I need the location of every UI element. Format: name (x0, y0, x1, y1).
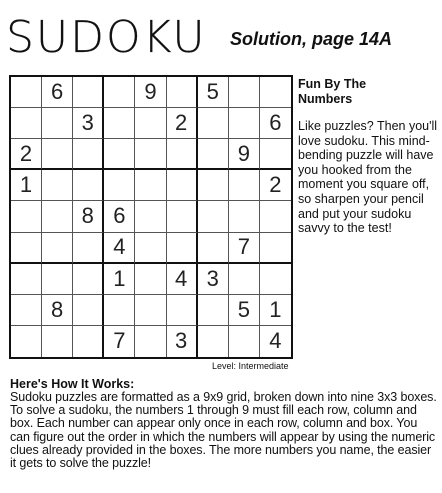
empty-cell[interactable] (135, 139, 166, 170)
sidebar (298, 77, 438, 236)
given-cell: 1 (104, 264, 135, 295)
given-cell: 9 (229, 139, 260, 170)
how-it-works-body: Sudoku puzzles are formatted as a 9x9 grid, broken down into nine 3x3 boxes. To solve a sudoku, the numbers 1 through 9 must fill each row, column and box. Each number can appear only once in each row, column and box. You can figure out the order in which the numbers will appear by using the numeric clues already provided in the boxes. The more numbers you name, the easier it gets to solve the puzzle! (10, 390, 437, 471)
given-cell: 7 (229, 233, 260, 264)
empty-cell[interactable] (42, 139, 73, 170)
empty-cell[interactable] (198, 139, 229, 170)
how-it-works (10, 377, 438, 470)
empty-cell[interactable] (260, 264, 291, 295)
sudoku-logo: SUDOKU (6, 12, 207, 63)
how-it-works-title: Here's How It Works: (10, 377, 135, 391)
empty-cell[interactable] (104, 139, 135, 170)
empty-cell[interactable] (11, 77, 42, 108)
given-cell: 4 (269, 328, 282, 354)
empty-cell[interactable] (11, 233, 42, 264)
empty-cell[interactable] (104, 108, 135, 139)
sidebar-title-line1: Fun By The (298, 77, 367, 91)
empty-cell[interactable] (11, 201, 42, 232)
given-cell: 8 (42, 295, 73, 326)
given-cell: 1 (260, 295, 291, 326)
empty-cell[interactable] (135, 233, 166, 264)
sidebar-body: Like puzzles? Then you'll love sudoku. This mind-bending puzzle will have you hooked from the moment you square off, so sharpen your pencil and put your sudoku savvy to the test! (298, 119, 438, 236)
empty-cell[interactable] (42, 201, 73, 232)
empty-cell[interactable] (135, 326, 166, 357)
empty-cell[interactable] (73, 326, 104, 357)
empty-cell[interactable] (42, 170, 73, 201)
empty-cell[interactable] (229, 326, 260, 357)
given-cell: 5 (198, 77, 229, 108)
empty-cell[interactable] (260, 139, 291, 170)
empty-cell[interactable] (167, 170, 198, 201)
given-cell: 6 (104, 201, 135, 232)
given-cell: 4 (167, 264, 198, 295)
empty-cell[interactable] (229, 264, 260, 295)
empty-cell[interactable] (135, 201, 166, 232)
empty-cell[interactable] (260, 233, 291, 264)
given-cell: 3 (167, 326, 198, 357)
empty-cell[interactable] (42, 264, 73, 295)
empty-cell[interactable] (167, 139, 198, 170)
empty-cell[interactable] (42, 326, 73, 357)
empty-cell[interactable] (135, 264, 166, 295)
given-cell: 6 (42, 77, 73, 108)
empty-cell[interactable] (229, 170, 260, 201)
empty-cell[interactable] (135, 108, 166, 139)
given-cell: 9 (135, 77, 166, 108)
empty-cell[interactable] (167, 233, 198, 264)
empty-cell[interactable] (135, 295, 166, 326)
given-cell: 1 (11, 170, 42, 201)
empty-cell[interactable] (11, 108, 42, 139)
empty-cell[interactable] (260, 77, 291, 108)
given-cell: 4 (104, 233, 135, 264)
empty-cell[interactable] (167, 201, 198, 232)
empty-cell[interactable] (104, 77, 135, 108)
given-cell: 7 (104, 326, 135, 357)
empty-cell[interactable] (198, 170, 229, 201)
given-cell: 2 (260, 170, 291, 201)
given-cell: 2 (167, 108, 198, 139)
empty-cell[interactable] (73, 233, 104, 264)
sudoku-grid (9, 75, 293, 359)
empty-cell[interactable] (198, 326, 229, 357)
empty-cell[interactable] (198, 201, 229, 232)
empty-cell[interactable] (11, 295, 42, 326)
empty-cell[interactable] (167, 77, 198, 108)
empty-cell[interactable] (73, 77, 104, 108)
empty-cell[interactable] (167, 295, 198, 326)
given-cell: 3 (198, 264, 229, 295)
empty-cell[interactable] (198, 295, 229, 326)
difficulty-level: Level: Intermediate (212, 361, 289, 371)
sidebar-title-line2: Numbers (298, 92, 353, 106)
given-cell: 8 (73, 201, 104, 232)
empty-cell[interactable] (73, 295, 104, 326)
empty-cell[interactable] (229, 77, 260, 108)
given-cell: 6 (260, 108, 291, 139)
empty-cell[interactable] (11, 264, 42, 295)
empty-cell[interactable] (42, 233, 73, 264)
given-cell: 3 (73, 108, 104, 139)
given-cell: 5 (229, 295, 260, 326)
empty-cell[interactable] (73, 264, 104, 295)
empty-cell[interactable] (229, 108, 260, 139)
sidebar-title (298, 77, 438, 107)
empty-cell[interactable] (73, 139, 104, 170)
given-cell: 2 (11, 139, 42, 170)
empty-cell[interactable] (229, 201, 260, 232)
empty-cell[interactable] (104, 295, 135, 326)
empty-cell[interactable] (198, 233, 229, 264)
empty-cell[interactable] (104, 170, 135, 201)
empty-cell[interactable] (73, 170, 104, 201)
empty-cell[interactable] (260, 201, 291, 232)
empty-cell[interactable] (135, 170, 166, 201)
empty-cell[interactable] (198, 108, 229, 139)
empty-cell[interactable] (11, 326, 42, 357)
empty-cell[interactable] (42, 108, 73, 139)
solution-reference: Solution, page 14A (230, 29, 393, 49)
